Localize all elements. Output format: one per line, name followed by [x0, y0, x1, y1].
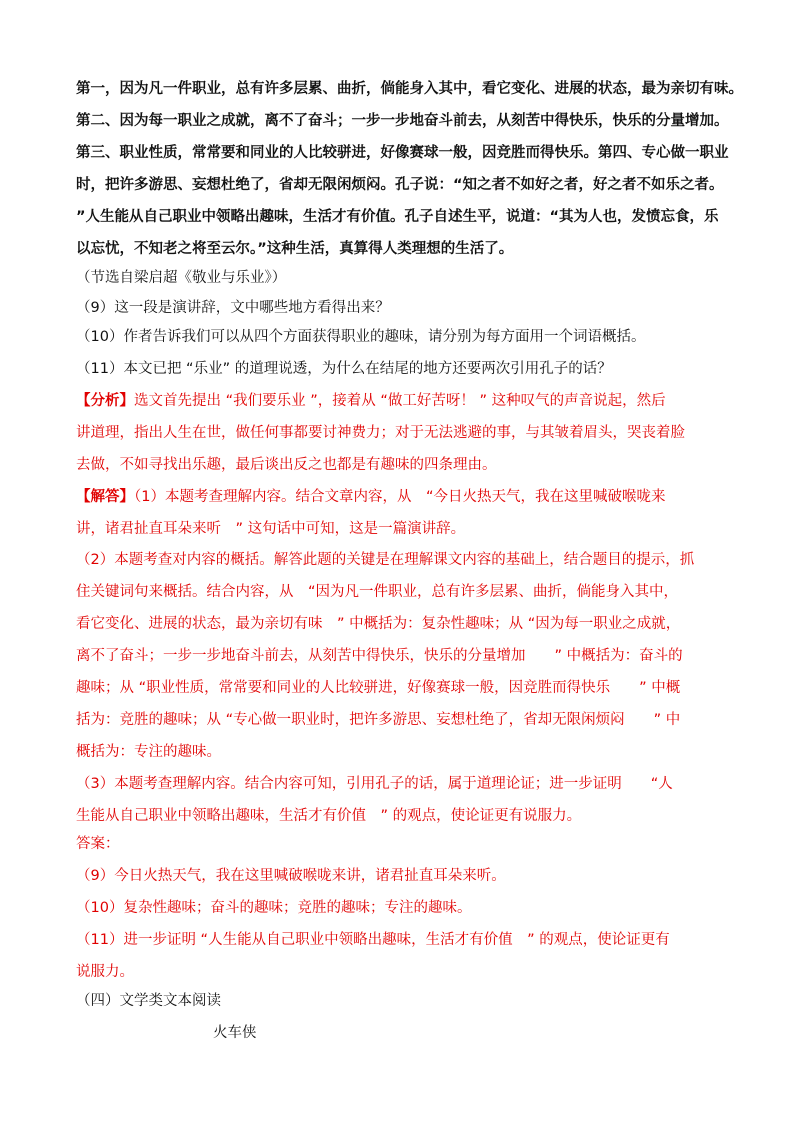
solution-line: 概括为：专注的趣味。: [76, 744, 221, 760]
answer-line: 说服力。: [76, 964, 134, 980]
solution-line: 生能从自己职业中领略出趣味，生活才有价值 ” 的观点，使论证更有说服力。: [76, 808, 582, 824]
answer-line: （9）今日火热天气，我在这里喊破喉咙来讲，诸君扯直耳朵来听。: [76, 868, 506, 884]
solution-line: 离不了奋斗；一步一步地奋斗前去，从刻苦中得快乐，快乐的分量增加 ” 中概括为：奋斗的: [76, 648, 683, 664]
passage-line: 第二、因为每一职业之成就，离不了奋斗；一步一步地奋斗前去，从刻苦中得快乐，快乐的分量增加。: [76, 113, 729, 129]
solution-line: 看它变化、进展的状态，最为亲切有味 ” 中概括为：复杂性趣味；从 “因为每一职业之成就，: [76, 616, 681, 632]
question-9: （9）这一段是演讲辞，文中哪些地方看得出来？: [76, 300, 390, 316]
passage-line: 第三、职业性质，常常要和同业的人比较骈进，好像赛球一般，因竞胜而得快乐。第四、专心做一职业: [76, 145, 729, 161]
passage-line: 以忘忧，不知老之将至云尔。”这种生活，真算得人类理想的生活了。: [76, 241, 514, 257]
question-11: （11）本文已把 “乐业” 的道理说透，为什么在结尾的地方还要两次引用孔子的话？: [76, 361, 612, 377]
question-10: （10）作者告诉我们可以从四个方面获得职业的趣味，请分别为每方面用一个词语概括。: [76, 329, 646, 345]
story-title: 火车侠: [213, 1025, 257, 1041]
answer-label: 答案：: [76, 836, 120, 852]
section-heading: （四）文学类文本阅读: [76, 993, 221, 1009]
source-note: （节选自梁启超《敬业与乐业》）: [76, 270, 287, 286]
solution-text: （1）本题考查理解内容。结合文章内容，从 “今日火热天气，我在这里喊破喉咙来: [134, 489, 666, 505]
passage-line: 时，把许多游思、妄想杜绝了，省却无限闲烦闷。孔子说：“知之者不如好之者，好之者不如乐之者。: [76, 177, 724, 193]
analysis-text: 选文首先提出 “我们要乐业 ”，接着从 “做工好苦呀！ ” 这种叹气的声音说起，然后: [134, 393, 666, 409]
solution-line: 讲，诸君扯直耳朵来听 ” 这句话中可知，这是一篇演讲辞。: [76, 521, 466, 537]
solution-line: 括为：竞胜的趣味；从 “专心做一职业时，把许多游思、妄想杜绝了，省却无限闲烦闷 ” 中: [76, 712, 681, 728]
solution-line: （3）本题考查理解内容。结合内容可知，引用孔子的话，属于道理论证；进一步证明 “人: [76, 776, 673, 792]
solution-line: [76, 487, 726, 507]
analysis-tag: 【分析】: [76, 393, 134, 409]
answer-line: （10）复杂性趣味；奋斗的趣味；竞胜的趣味；专注的趣味。: [76, 900, 472, 916]
analysis-line: 讲道理，指出人生在世，做任何事都要讨神费力；对于无法逃避的事，与其皱着眉头，哭丧着脸: [76, 425, 685, 441]
solution-line: （2）本题考查对内容的概括。解答此题的关键是在理解课文内容的基础上，结合题目的提示，抓: [76, 552, 695, 568]
passage-line: 第一，因为凡一件职业，总有许多层累、曲折，倘能身入其中，看它变化、进展的状态，最为亲切有味。: [76, 81, 743, 97]
analysis-line: [76, 391, 726, 411]
answer-line: （11）进一步证明 “人生能从自己职业中领略出趣味，生活才有价值 ” 的观点，使论证更有: [76, 932, 670, 948]
analysis-line: 去做，不如寻找出乐趣，最后谈出反之也都是有趣味的四条理由。: [76, 457, 497, 473]
solution-tag: 【解答】: [76, 489, 134, 505]
solution-line: 趣味；从 “职业性质，常常要和同业的人比较骈进，好像赛球一般，因竞胜而得快乐 ” 中概: [76, 680, 681, 696]
passage-line: ”人生能从自己职业中领略出趣味，生活才有价值。孔子自述生平，说道：“其为人也，发愤忘食，乐: [76, 209, 719, 225]
solution-line: 住关键词句来概括。结合内容，从 “因为凡一件职业，总有许多层累、曲折，倘能身入其中，: [76, 584, 679, 600]
